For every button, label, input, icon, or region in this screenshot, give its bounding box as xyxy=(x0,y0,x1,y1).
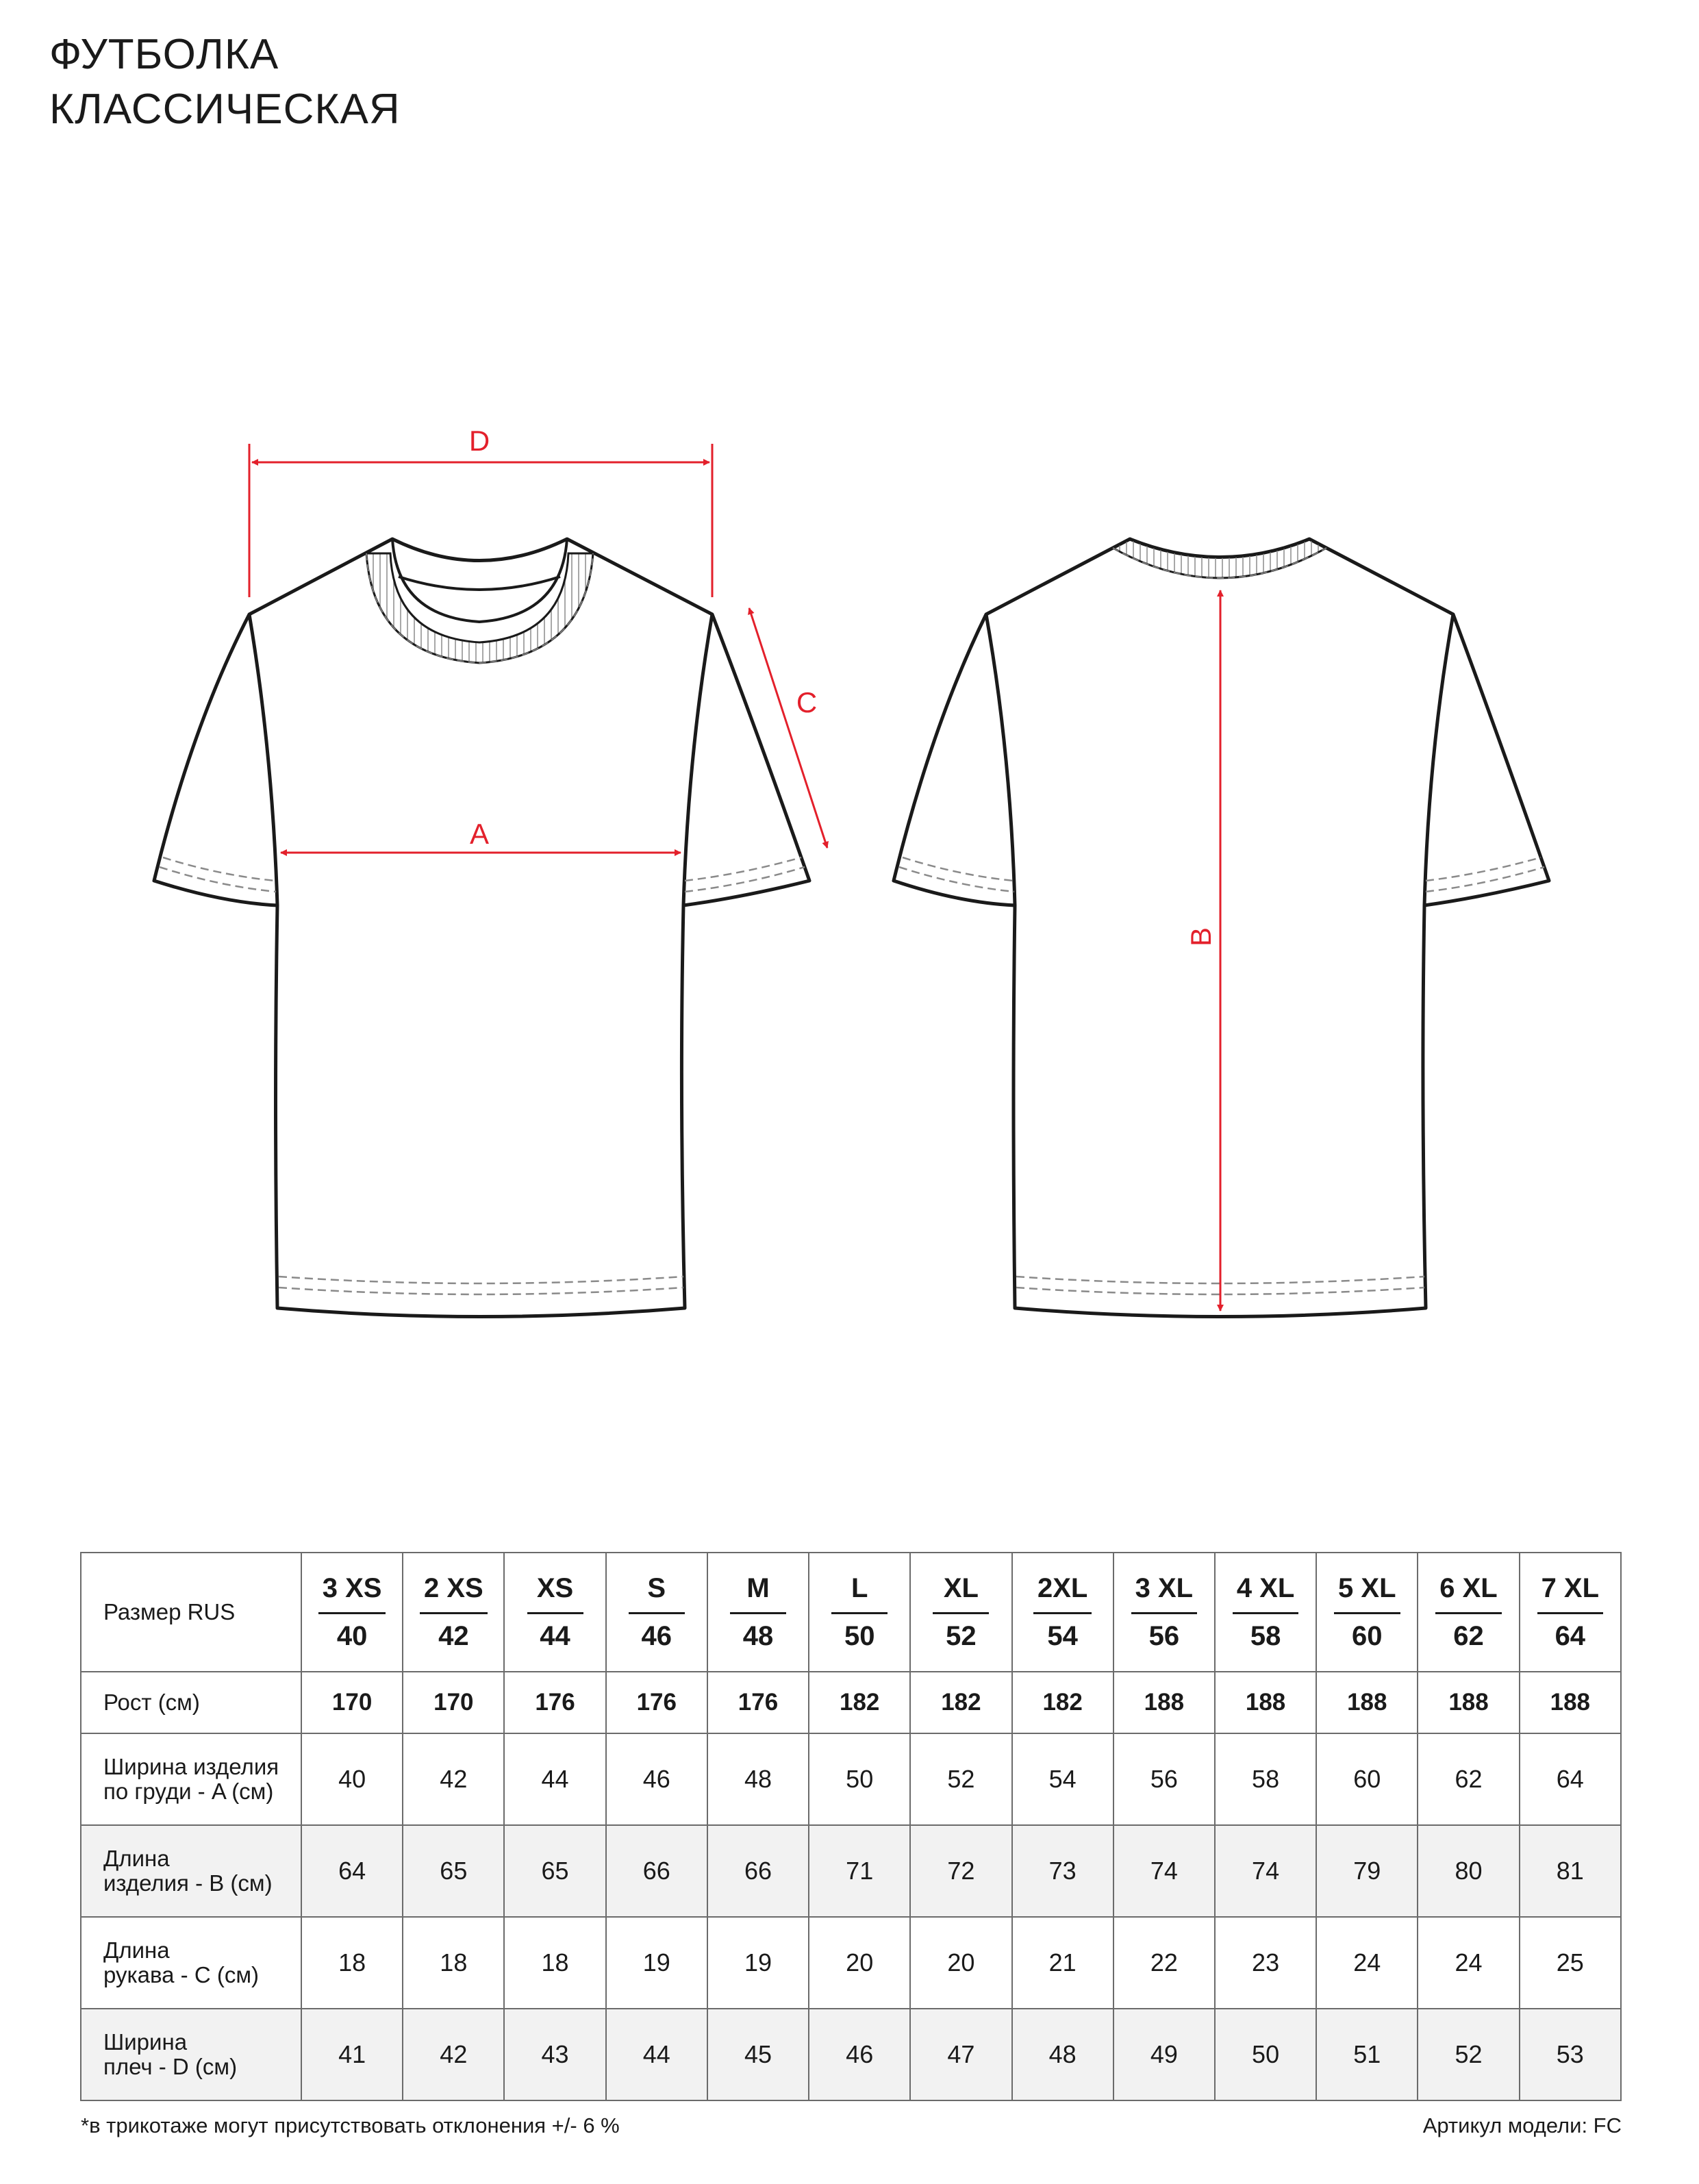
size-column-header: 3 XL 56 xyxy=(1113,1553,1215,1672)
table-cell: 44 xyxy=(606,2009,707,2100)
table-cell: 182 xyxy=(1012,1672,1113,1733)
size-header-row xyxy=(81,1553,1621,1672)
table-cell: 47 xyxy=(910,2009,1011,2100)
chest-width-row xyxy=(81,1733,1621,1825)
size-column-header: 7 XL 64 xyxy=(1520,1553,1621,1672)
dimension-d-label: D xyxy=(468,425,490,457)
size-column-header: XS 44 xyxy=(504,1553,605,1672)
table-cell: 74 xyxy=(1215,1825,1316,1917)
row-label: Длина изделия - B (см) xyxy=(81,1825,301,1917)
table-cell: 64 xyxy=(1520,1733,1621,1825)
table-cell: 73 xyxy=(1012,1825,1113,1917)
table-cell: 48 xyxy=(707,1733,809,1825)
table-cell: 188 xyxy=(1215,1672,1316,1733)
size-column-header: L 50 xyxy=(809,1553,910,1672)
table-cell: 46 xyxy=(809,2009,910,2100)
table-cell: 24 xyxy=(1316,1917,1418,2009)
size-column-header: S 46 xyxy=(606,1553,707,1672)
table-cell: 182 xyxy=(910,1672,1011,1733)
table-cell: 72 xyxy=(910,1825,1011,1917)
table-cell: 22 xyxy=(1113,1917,1215,2009)
dimension-a-label: A xyxy=(469,818,490,850)
height-row xyxy=(81,1672,1621,1733)
table-cell: 79 xyxy=(1316,1825,1418,1917)
table-cell: 60 xyxy=(1316,1733,1418,1825)
table-cell: 58 xyxy=(1215,1733,1316,1825)
row-label: Длина рукава - C (см) xyxy=(81,1917,301,2009)
table-cell: 49 xyxy=(1113,2009,1215,2100)
table-cell: 50 xyxy=(809,1733,910,1825)
table-cell: 176 xyxy=(606,1672,707,1733)
table-cell: 53 xyxy=(1520,2009,1621,2100)
table-cell: 48 xyxy=(1012,2009,1113,2100)
title-line-2: КЛАССИЧЕСКАЯ xyxy=(49,86,401,133)
table-cell: 43 xyxy=(504,2009,605,2100)
size-chart-table xyxy=(80,1552,1622,2101)
table-cell: 44 xyxy=(504,1733,605,1825)
page-title xyxy=(49,27,401,137)
size-column-header: 5 XL 60 xyxy=(1316,1553,1418,1672)
table-cell: 65 xyxy=(403,1825,504,1917)
table-cell: 42 xyxy=(403,1733,504,1825)
table-cell: 62 xyxy=(1418,1733,1519,1825)
table-cell: 20 xyxy=(910,1917,1011,2009)
dimension-c-label: C xyxy=(796,686,818,718)
table-cell: 182 xyxy=(809,1672,910,1733)
table-cell: 74 xyxy=(1113,1825,1215,1917)
size-column-header: XL 52 xyxy=(910,1553,1011,1672)
length-row xyxy=(81,1825,1621,1917)
table-cell: 25 xyxy=(1520,1917,1621,2009)
table-cell: 19 xyxy=(707,1917,809,2009)
table-cell: 170 xyxy=(301,1672,403,1733)
table-cell: 80 xyxy=(1418,1825,1519,1917)
size-column-header: M 48 xyxy=(707,1553,809,1672)
size-column-header: 2XL 54 xyxy=(1012,1553,1113,1672)
table-cell: 24 xyxy=(1418,1917,1519,2009)
table-cell: 18 xyxy=(301,1917,403,2009)
size-column-header: 4 XL 58 xyxy=(1215,1553,1316,1672)
size-rus-label: Размер RUS xyxy=(81,1553,301,1672)
table-cell: 170 xyxy=(403,1672,504,1733)
table-cell: 51 xyxy=(1316,2009,1418,2100)
table-cell: 19 xyxy=(606,1917,707,2009)
sleeve-length-row xyxy=(81,1917,1621,2009)
table-cell: 176 xyxy=(707,1672,809,1733)
table-cell: 81 xyxy=(1520,1825,1621,1917)
table-cell: 41 xyxy=(301,2009,403,2100)
table-cell: 50 xyxy=(1215,2009,1316,2100)
model-article: Артикул модели: FC xyxy=(1422,2113,1622,2137)
table-cell: 56 xyxy=(1113,1733,1215,1825)
title-line-1: ФУТБОЛКА xyxy=(49,31,279,78)
table-cell: 188 xyxy=(1316,1672,1418,1733)
table-cell: 23 xyxy=(1215,1917,1316,2009)
front-view xyxy=(154,539,809,1317)
height-row-label: Рост (см) xyxy=(81,1672,301,1733)
table-cell: 66 xyxy=(606,1825,707,1917)
table-cell: 188 xyxy=(1520,1672,1621,1733)
table-cell: 54 xyxy=(1012,1733,1113,1825)
table-cell: 18 xyxy=(504,1917,605,2009)
table-cell: 18 xyxy=(403,1917,504,2009)
row-label: Ширина изделия по груди - A (см) xyxy=(81,1733,301,1825)
table-cell: 176 xyxy=(504,1672,605,1733)
table-cell: 188 xyxy=(1113,1672,1215,1733)
dimension-b-label: B xyxy=(1185,927,1217,947)
row-label: Ширина плеч - D (см) xyxy=(81,2009,301,2100)
table-cell: 20 xyxy=(809,1917,910,2009)
table-cell: 45 xyxy=(707,2009,809,2100)
table-cell: 65 xyxy=(504,1825,605,1917)
tolerance-footnote: *в трикотаже могут присутствовать отклонения +/- 6 % xyxy=(81,2113,620,2137)
table-cell: 64 xyxy=(301,1825,403,1917)
table-cell: 42 xyxy=(403,2009,504,2100)
shoulder-width-row xyxy=(81,2009,1621,2100)
table-cell: 21 xyxy=(1012,1917,1113,2009)
table-cell: 46 xyxy=(606,1733,707,1825)
table-cell: 188 xyxy=(1418,1672,1519,1733)
size-column-header: 3 XS 40 xyxy=(301,1553,403,1672)
table-cell: 40 xyxy=(301,1733,403,1825)
tshirt-technical-drawing xyxy=(0,384,1699,1356)
table-cell: 71 xyxy=(809,1825,910,1917)
size-column-header: 2 XS 42 xyxy=(403,1553,504,1672)
table-cell: 52 xyxy=(910,1733,1011,1825)
table-cell: 66 xyxy=(707,1825,809,1917)
table-cell: 52 xyxy=(1418,2009,1519,2100)
size-column-header: 6 XL 62 xyxy=(1418,1553,1519,1672)
